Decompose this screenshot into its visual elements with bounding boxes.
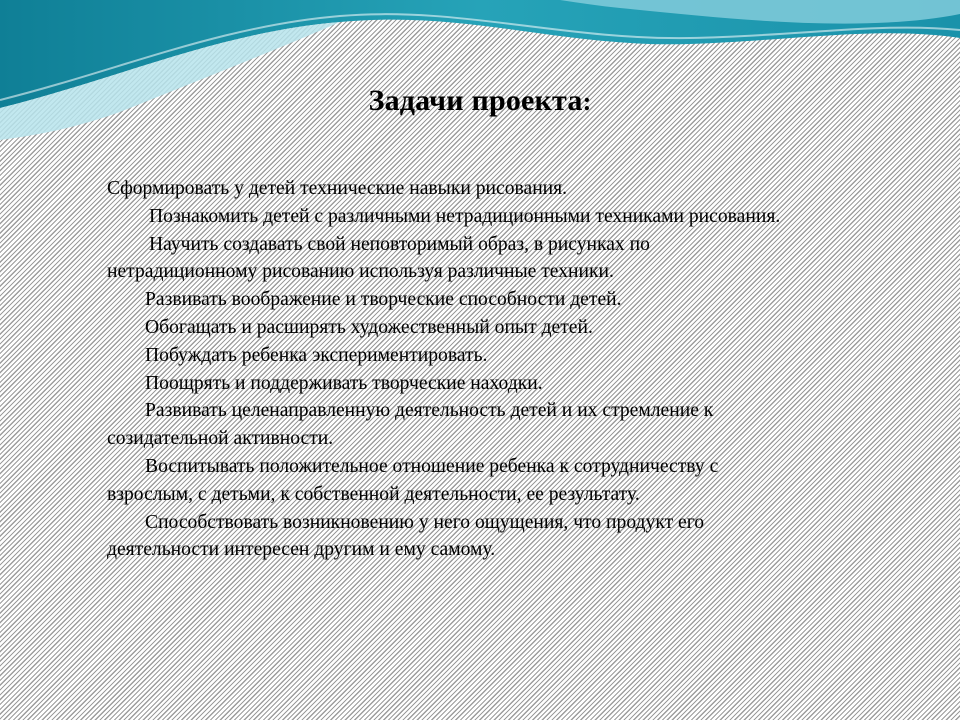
slide-title [0,84,960,118]
task-item: Способствовать возникновению у него ощущения, что продукт его деятельности интересен другим и ему самому. [107,511,705,561]
task-item: Поощрять и поддерживать творческие находки. [145,372,543,394]
task-item: Побуждать ребенка экспериментировать. [145,344,488,366]
slide-title-text: Задачи проекта [368,84,583,117]
decorative-wave-banner [0,0,960,140]
task-list [107,175,787,564]
slide-title-colon: : [582,87,592,116]
task-item: Сформировать у детей технические навыки рисования. [107,178,568,199]
task-item: Развивать целенаправленную деятельность детей и их стремление к созидательной активности. [107,400,714,450]
task-item: Развивать воображение и творческие способности детей. [145,289,622,311]
task-item: Научить создавать свой неповторимый образ, в рисунках по нетрадиционному рисованию используя различные техники. [107,233,650,283]
task-item: Обогащать и расширять художественный опыт детей. [145,316,593,338]
task-item: Воспитывать положительное отношение ребенка к сотрудничеству с взрослым, с детьми, к собственной деятельности, ее результату. [107,455,719,505]
task-item: Познакомить детей с различными нетрадиционными техниками рисования. [149,205,781,227]
